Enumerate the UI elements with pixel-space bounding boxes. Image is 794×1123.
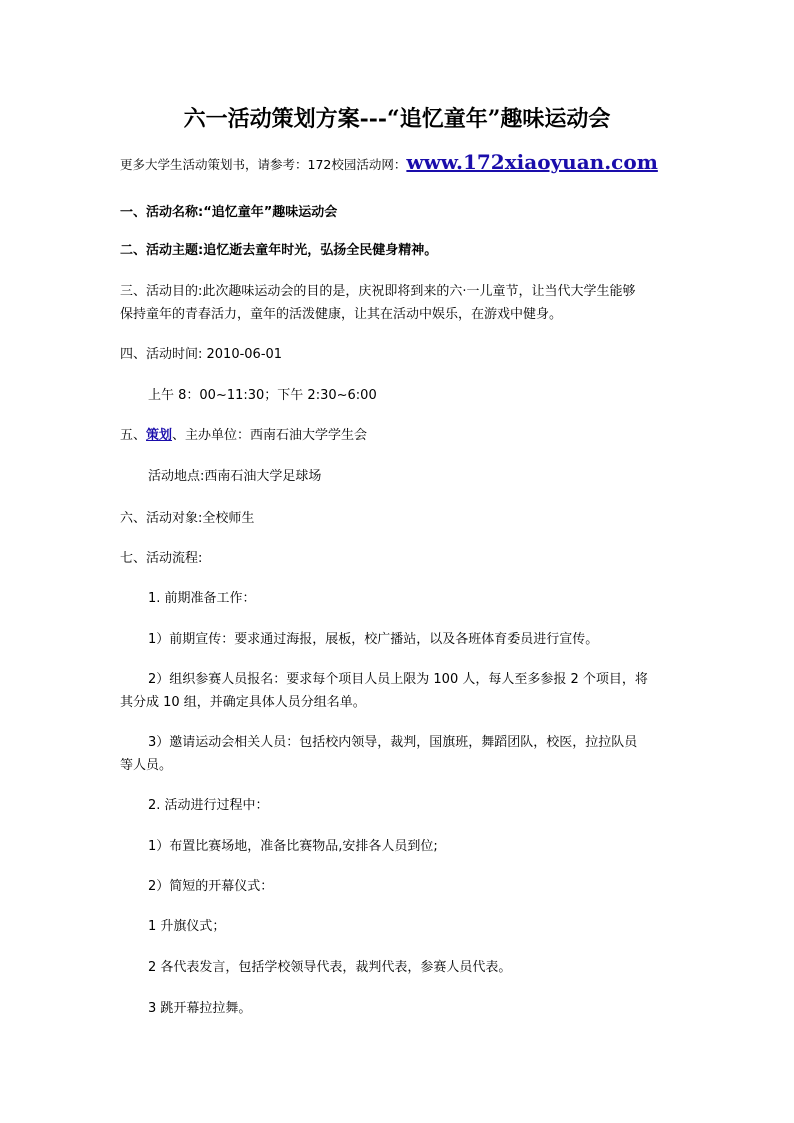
prep-item-2-line-2: 其分成 10 组，并确定具体人员分组名单。 [120, 695, 366, 710]
section-audience: 六、活动对象:全校师生 [120, 511, 255, 526]
organizer-suffix: 、主办单位：西南石油大学学生会 [172, 428, 368, 443]
ceremony-item-2: 2 各代表发言，包括学校领导代表，裁判代表，参赛人员代表。 [148, 960, 512, 975]
website-link[interactable]: www.172xiaoyuan.com [406, 150, 658, 174]
during-title: 2. 活动进行过程中： [148, 798, 269, 813]
prep-item-1: 1）前期宣传：要求通过海报，展板，校广播站，以及各班体育委员进行宣传。 [148, 632, 599, 647]
section-purpose-line-2: 保持童年的青春活力，童年的活泼健康，让其在活动中娱乐，在游戏中健身。 [120, 307, 563, 322]
time-detail: 上午 8：00~11:30；下午 2:30~6:00 [148, 388, 377, 403]
during-item-2: 2）简短的开幕仪式： [148, 879, 274, 894]
activity-location: 活动地点:西南石油大学足球场 [148, 469, 322, 484]
during-item-1: 1）布置比赛场地，准备比赛物品,安排各人员到位; [148, 839, 438, 854]
section-activity-theme: 二、活动主题:追忆逝去童年时光，弘扬全民健身精神。 [120, 243, 438, 258]
section-purpose-line-1: 三、活动目的:此次趣味运动会的目的是，庆祝即将到来的六·一儿童节，让当代大学生能够 [120, 284, 636, 299]
prep-item-2-line-1: 2）组织参赛人员报名：要求每个项目人员上限为 100 人，每人至多参报 2 个项目，将 [148, 672, 648, 687]
reference-prefix: 更多大学生活动策划书，请参考：172校园活动网： [120, 157, 407, 172]
prep-title: 1. 前期准备工作： [148, 591, 256, 606]
organizer-prefix: 五、 [120, 428, 147, 443]
section-organizer [120, 426, 367, 446]
ceremony-item-3: 3 跳开幕拉拉舞。 [148, 1001, 252, 1016]
prep-item-3-line-2: 等人员。 [120, 758, 173, 773]
section-process: 七、活动流程: [120, 551, 203, 566]
planning-link[interactable]: 策划 [146, 428, 173, 443]
reference-line [120, 150, 658, 178]
section-activity-time: 四、活动时间: 2010-06-01 [120, 347, 283, 362]
ceremony-item-1: 1 升旗仪式； [148, 919, 226, 934]
prep-item-3-line-1: 3）邀请运动会相关人员：包括校内领导，裁判，国旗班，舞蹈团队，校医，拉拉队员 [148, 735, 638, 750]
document-title: 六一活动策划方案---“追忆童年”趣味运动会 [183, 106, 611, 132]
section-activity-name: 一、活动名称:“追忆童年”趣味运动会 [120, 205, 338, 220]
